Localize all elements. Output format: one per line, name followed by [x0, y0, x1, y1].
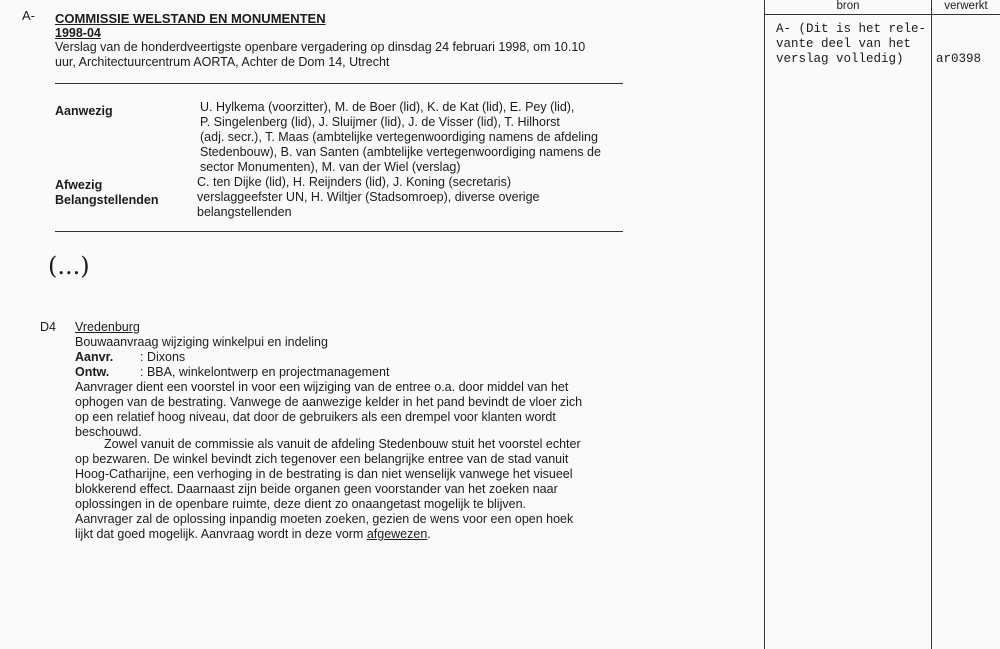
aanwezig-line: U. Hylkema (voorzitter), M. de Boer (lid), K. de Kat (lid), E. Pey (lid),	[200, 100, 575, 114]
body-line: Hoog-Catharijne, een verhoging in de bestrating is dan niet wenselijk vanwege het visueel	[75, 467, 573, 481]
source-note-line: A- (Dit is het rele-	[776, 22, 927, 36]
ontwerper-value: : BBA, winkelontwerp en projectmanagement	[140, 365, 390, 379]
verwerkt-code: ar0398	[936, 52, 982, 66]
aanwezig-line: Stedenbouw), B. van Santen (ambtelijke vertegenwoordiging namens de	[200, 145, 601, 159]
belangstellenden-line: belangstellenden	[197, 205, 292, 219]
body-line: beschouwd.	[75, 425, 142, 439]
afwezig-value: C. ten Dijke (lid), H. Reijnders (lid), J. Koning (secretaris)	[197, 175, 511, 189]
item-subtitle: Bouwaanvraag wijziging winkelpui en indeling	[75, 335, 328, 349]
header-line-2: uur, Architectuurcentrum AORTA, Achter de Dom 14, Utrecht	[55, 55, 390, 69]
aanwezig-line: (adj. secr.), T. Maas (ambtelijke vertegenwoordiging namens de afdeling	[200, 130, 598, 144]
body-line: Zowel vanuit de commissie als vanuit de afdeling Stedenbouw stuit het voorstel echter	[104, 437, 581, 451]
body-line: blokkerend effect. Daarnaast zijn beide organen geen voorstander van het zoeken naar	[75, 482, 558, 496]
source-note-line: vante deel van het	[776, 37, 912, 51]
ontwerper-label: Ontw.	[75, 365, 110, 379]
sidebar-column-divider	[931, 0, 932, 649]
body-line: oplossingen in de openbare ruimte, deze dient zo onaangetast mogelijk te blijven.	[75, 497, 526, 511]
ellipsis-mark: (...)	[48, 252, 90, 280]
sidebar-left-border	[764, 0, 765, 649]
final-line-text: lijkt dat goed mogelijk. Aanvraag wordt in deze vorm	[75, 527, 367, 541]
sidebar-header-rule	[764, 14, 1000, 15]
meeting-code: 1998-04	[55, 26, 101, 40]
item-title: Vredenburg	[75, 320, 140, 334]
afwezig-label: Afwezig	[55, 178, 103, 192]
aanwezig-line: sector Monumenten), M. van der Wiel (verslag)	[200, 160, 461, 174]
aanvrager-value: : Dixons	[140, 350, 186, 364]
source-note-line: verslag volledig)	[776, 52, 904, 66]
final-line-period: .	[427, 527, 431, 541]
body-line: Aanvrager dient een voorstel in voor een wijziging van de entree o.a. door middel van het	[75, 380, 569, 394]
margin-mark: A-	[22, 8, 35, 23]
header-line-1: Verslag van de honderdveertigste openbare vergadering op dinsdag 24 februari 1998, om 10.10	[55, 40, 586, 54]
body-line: op een relatief hoog niveau, dat door de gebruikers als een drempel voor klanten wordt	[75, 410, 556, 424]
body-line: Aanvrager zal de oplossing inpandig moeten zoeken, gezien de wens voor een open hoek	[75, 512, 574, 526]
body-line: op bezwaren. De winkel bevindt zich tegenover een belangrijke entree van de stad vanuit	[75, 452, 569, 466]
verwerkt-header: verwerkt	[944, 0, 988, 12]
divider-bottom	[55, 231, 623, 232]
body-line-final	[75, 527, 431, 542]
aanvrager-label: Aanvr.	[75, 350, 114, 364]
belangstellenden-line: verslaggeefster UN, H. Wiltjer (Stadsomroep), diverse overige	[197, 190, 540, 204]
document-title: COMMISSIE WELSTAND EN MONUMENTEN	[55, 11, 326, 26]
item-number: D4	[40, 320, 56, 334]
aanwezig-label: Aanwezig	[55, 104, 113, 118]
bron-header: bron	[836, 0, 860, 12]
divider-top	[55, 83, 623, 84]
aanwezig-line: P. Singelenberg (lid), J. Sluijmer (lid), J. de Visser (lid), T. Hilhorst	[200, 115, 560, 129]
belangstellenden-label: Belangstellenden	[55, 193, 159, 207]
decision-rejected: afgewezen	[366, 527, 428, 541]
body-line: ophogen van de bestrating. Vanwege de aanwezige kelder in het pand bevindt de vloer zich	[75, 395, 583, 409]
